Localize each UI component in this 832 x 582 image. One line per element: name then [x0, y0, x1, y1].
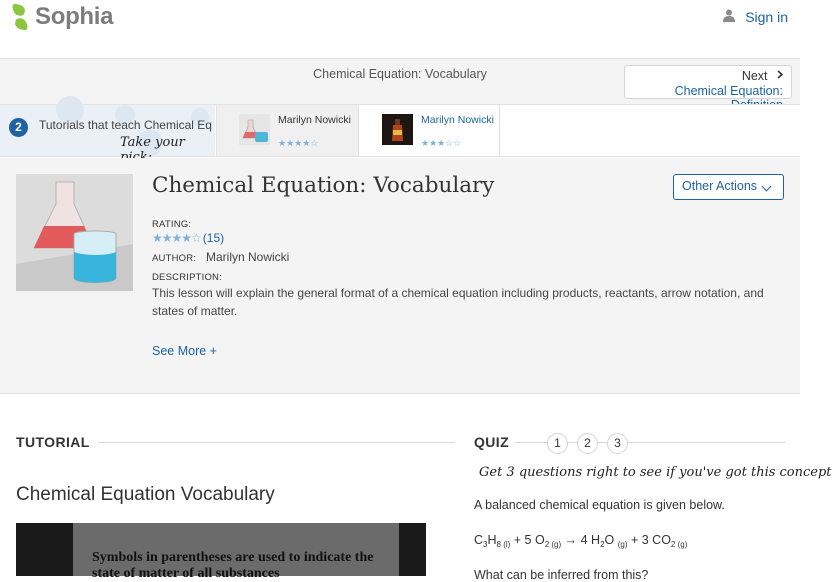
- tutorial-author: Marilyn Nowicki: [278, 114, 351, 126]
- rating-row[interactable]: [152, 231, 224, 245]
- tutorial-author: Marilyn Nowicki: [421, 114, 494, 126]
- quiz-heading: QUIZ: [474, 434, 510, 450]
- chevron-down-icon: [762, 182, 772, 192]
- description-label: DESCRIPTION:: [152, 272, 222, 283]
- take-your-pick-text: Take your: [120, 135, 185, 150]
- user-icon: [723, 9, 735, 25]
- rating-count[interactable]: (15): [202, 231, 225, 245]
- tutorials-strip: [0, 104, 800, 157]
- quiz-question-text: What can be inferred from this?: [474, 568, 649, 582]
- tutorial-divider: [98, 442, 455, 443]
- tutorial-rating-stars: ★★★★☆: [278, 138, 319, 148]
- sign-in-label: Sign in: [745, 9, 788, 25]
- flask-thumbnail: [239, 114, 270, 145]
- see-more-link[interactable]: See More +: [152, 344, 217, 358]
- logo-text: Sophia: [35, 3, 114, 30]
- video-title: Chemical Equation Vocabulary: [16, 484, 275, 505]
- sophia-logo[interactable]: [10, 3, 113, 31]
- next-label: Next: [741, 69, 768, 83]
- tutorial-rating-stars: ★★★☆☆: [421, 138, 462, 148]
- rating-label: RATING:: [152, 219, 192, 230]
- next-title: Chemical Equation:: [674, 84, 783, 98]
- lesson-image: [16, 174, 133, 291]
- bottle-thumbnail: [382, 114, 413, 145]
- chevron-right-icon: [777, 68, 783, 82]
- tutorials-intro: [0, 105, 215, 156]
- video-player[interactable]: [16, 523, 426, 581]
- author-label: AUTHOR:: [152, 253, 197, 264]
- next-tutorial-button[interactable]: [624, 65, 792, 99]
- next-label-row: [625, 68, 783, 83]
- quiz-hint: Get 3 questions right to see if you've got this concept: [479, 465, 832, 480]
- chemical-equation: $C_3H_{8 (l)} + 5$ $O_{2 (g)} \to 4$ $H_2O$ $_{(g)}$ + 3 $CO_{2 (g)}$: [474, 533, 688, 549]
- tutorial-count-badge: 2: [9, 118, 28, 137]
- quiz-question-1[interactable]: 1: [547, 433, 568, 454]
- tutorial-card-1[interactable]: [216, 105, 359, 156]
- lesson-panel: [0, 158, 800, 394]
- band-title: Chemical Equation: Vocabulary: [313, 67, 487, 81]
- tutorial-card-2[interactable]: [360, 105, 500, 156]
- other-actions-button[interactable]: [673, 174, 784, 200]
- sophia-leaf-icon: [10, 3, 30, 31]
- rating-stars: ★★★★☆: [152, 231, 201, 245]
- other-actions-label: Other Actions: [682, 179, 758, 193]
- quiz-prompt: A balanced chemical equation is given below.: [474, 498, 725, 512]
- author-name: Marilyn Nowicki: [206, 250, 290, 264]
- site-header: [0, 0, 800, 58]
- video-slide-text: Symbols in parentheses are used to indicate the state of matter of all substances: [92, 550, 374, 581]
- tutorials-intro-text: Tutorials that teach Chemical Eq: [39, 118, 212, 132]
- sign-in-link[interactable]: [723, 9, 788, 25]
- tutorial-heading: TUTORIAL: [16, 434, 90, 450]
- description-text: This lesson will explain the general format of a chemical equation including products, reactants, arrow notation, and states of matter.: [152, 286, 764, 318]
- quiz-question-2[interactable]: 2: [577, 433, 598, 454]
- quiz-question-3[interactable]: 3: [607, 433, 628, 454]
- title-band: [0, 58, 800, 104]
- lesson-title: Chemical Equation: Vocabulary: [152, 173, 495, 198]
